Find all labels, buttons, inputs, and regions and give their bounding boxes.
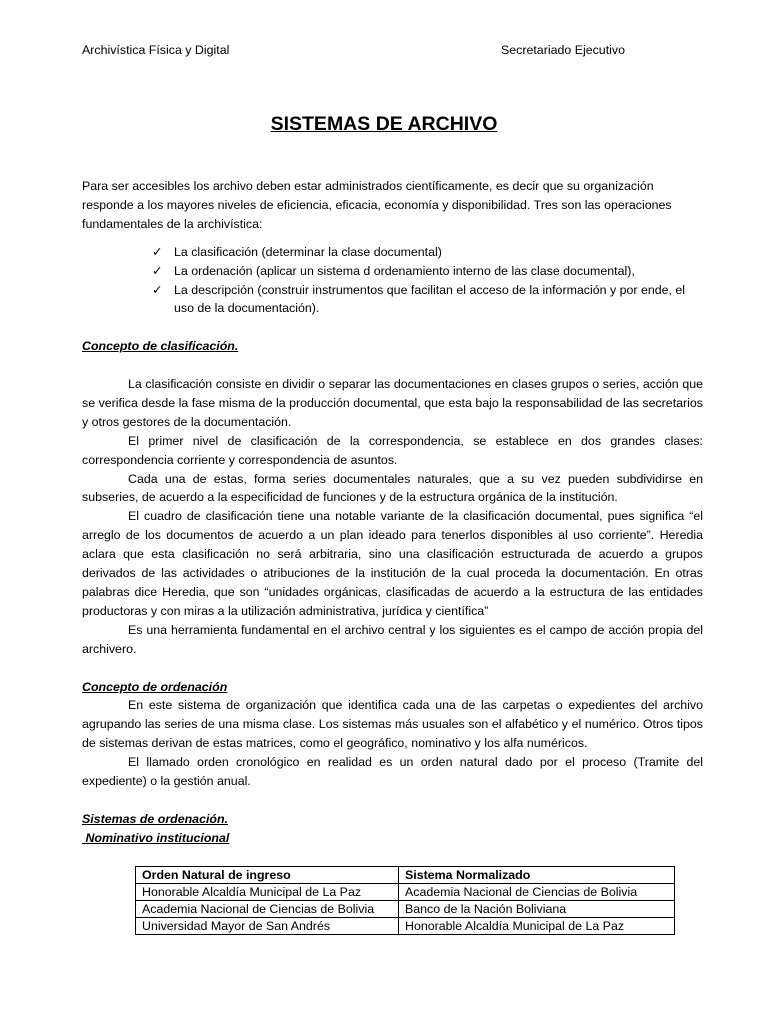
check-icon: ✓ bbox=[152, 263, 163, 278]
header-course: Archivística Física y Digital bbox=[82, 43, 230, 57]
table-row bbox=[136, 901, 675, 918]
ordenacion-table bbox=[135, 866, 675, 935]
header-program: Secretariado Ejecutivo bbox=[501, 43, 625, 57]
table-cell: Honorable Alcaldía Municipal de La Paz bbox=[136, 884, 399, 901]
list-item: ✓ La clasificación (determinar la clase documental) bbox=[152, 243, 703, 262]
paragraph: La clasificación consiste en dividir o separar las documentaciones en clases grupos o series, acción que se verifica desde la fase misma de la producción documental, que esta bajo la responsabilidad de las secretarios y otros gestores de la documentación. bbox=[82, 377, 703, 429]
paragraph: Es una herramienta fundamental en el archivo central y los siguientes es el campo de acción propia del archivero. bbox=[82, 622, 703, 656]
paragraph: El llamado orden cronológico en realidad es un orden natural dado por el proceso (Tramite del expediente) o la gestión anual. bbox=[82, 755, 703, 789]
section-subheading-nominativo: Nominativo institucional bbox=[82, 830, 230, 845]
intro-paragraph: Para ser accesibles los archivo deben estar administrados científicamente, es decir que su organización responde a los mayores niveles de eficiencia, eficacia, economía y disponibilidad. Tres son las operaciones fundamentales de la archivística: bbox=[82, 179, 672, 231]
check-icon: ✓ bbox=[152, 282, 163, 297]
section-heading-clasificacion: Concepto de clasificación. bbox=[82, 339, 239, 354]
operations-list bbox=[82, 243, 703, 319]
table-row bbox=[136, 918, 675, 935]
table-cell: Academia Nacional de Ciencias de Bolivia bbox=[399, 884, 675, 901]
table-header-cell: Sistema Normalizado bbox=[399, 867, 675, 884]
table-header-row bbox=[136, 867, 675, 884]
table-row bbox=[136, 884, 675, 901]
list-item: ✓ La descripción (construir instrumentos que facilitan el acceso de la información y por ende, el uso de la documentación). bbox=[152, 282, 686, 316]
paragraph: El primer nivel de clasificación de la correspondencia, se establece en dos grandes clases: correspondencia corriente y correspondencia de asuntos. bbox=[82, 433, 703, 467]
page-title: SISTEMAS DE ARCHIVO bbox=[270, 113, 498, 135]
table-header-cell: Orden Natural de ingreso bbox=[136, 867, 399, 884]
section-heading-sistemas: Sistemas de ordenación. bbox=[82, 811, 228, 826]
table-cell: Honorable Alcaldía Municipal de La Paz bbox=[399, 918, 675, 935]
paragraph: En este sistema de organización que identifica cada una de las carpetas o expedientes del archivo agrupando las series de una misma clase. Los sistemas más usuales son el alfabético y el numérico. Otros tipos de sistemas derivan de estas matrices, como el geográfico, nominativo y los alfa numéricos. bbox=[82, 698, 703, 751]
table-cell: Universidad Mayor de San Andrés bbox=[136, 918, 399, 935]
table-cell: Academia Nacional de Ciencias de Bolivia bbox=[136, 901, 399, 918]
check-icon: ✓ bbox=[152, 244, 163, 259]
table-cell: Banco de la Nación Boliviana bbox=[399, 901, 675, 918]
section-heading-ordenacion: Concepto de ordenación bbox=[82, 679, 228, 694]
paragraph: Cada una de estas, forma series documentales naturales, que a su vez pueden subdividirse en subseries, de acuerdo a la especificidad de funciones y de la estructura orgánica de la institución. bbox=[82, 471, 703, 505]
list-item: ✓ La ordenación (aplicar un sistema d ordenamiento interno de las clase documental), bbox=[152, 262, 703, 281]
document-body bbox=[82, 177, 703, 848]
paragraph: El cuadro de clasificación tiene una notable variante de la clasificación documental, pues significa “el arreglo de los documentos de acuerdo a un plan ideado para tenerlos disponibles al uso corriente”. Heredia aclara que esta clasificación no será arbitraria, sino una clasificación estructurada de acuerdo a grupos derivados de las actividades o atribuciones de la institución de la cual proceda la documentación. En otras palabras dice Heredia, que son “unidades orgánicas, clasificadas de acuerdo a la estructura de las entidades productoras y con miras a la utilización administrativa, jurídica y científica” bbox=[82, 509, 703, 618]
